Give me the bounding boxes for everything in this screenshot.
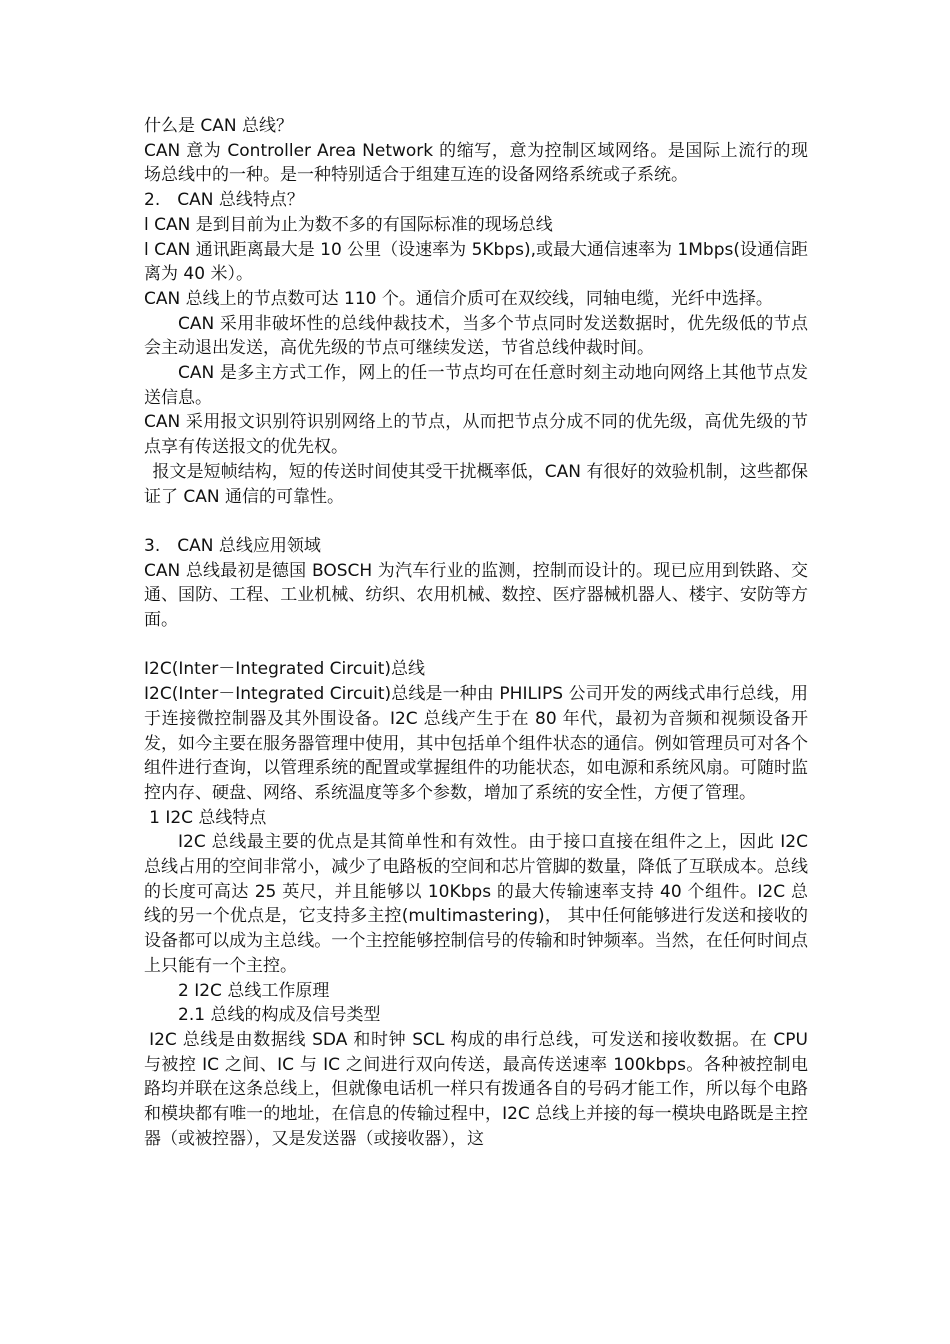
paragraph-can-standard: l CAN 是到目前为止为数不多的有国际标准的现场总线 <box>144 214 553 235</box>
paragraph-can-identifier: CAN 采用报文识别符识别网络上的节点，从而把节点分成不同的优先级，高优先级的节点享有传送报文的优先权。 <box>144 412 808 458</box>
heading-can-applications: 3. CAN 总线应用领域 <box>144 535 321 556</box>
paragraph-i2c-intro: I2C(Inter－Integrated Circuit)总线是一种由 PHILIPS 公司开发的两线式串行总线，用于连接微控制器及其外围设备。I2C 总线产生于在 80 年代，最初为音频和视频设备开发，如今主要在服务器管理中使用，其中包括单个组件状态的通信。例如管理员可对各个组件进行查询，以管理系统的配置或掌握组件的功能状态，如电源和系统风扇。可随时监控内存、硬盘、网络、系统温度等多个参数，增加了系统的安全性，方便了管理。 <box>144 684 808 803</box>
heading-i2c-principle: 2 I2C 总线工作原理 <box>178 980 330 1001</box>
paragraph-can-definition: CAN 意为 Controller Area Network 的缩写，意为控制区域网络。是国际上流行的现场总线中的一种。是一种特别适合于组建互连的设备网络系统或子系统。 <box>144 140 808 186</box>
heading-what-is-can: 什么是 CAN 总线？ <box>144 116 294 136</box>
heading-i2c-structure: 2.1 总线的构成及信号类型 <box>178 1005 381 1026</box>
blank-line <box>144 633 808 658</box>
heading-i2c-features: 1 I2C 总线特点 <box>149 807 267 828</box>
paragraph-i2c-features: I2C 总线最主要的优点是其简单性和有效性。由于接口直接在组件之上，因此 I2C 总线占用的空间非常小，减少了电路板的空间和芯片管脚的数量，降低了互联成本。总线的长度可高达 25 英尺，并且能够以 10Kbps 的最大传输速率支持 40 个组件。I2C 总线的另一个优点是，它支持多主控(multimastering)， 其中任何能够进行发送和接收的设备都可以成为主总线。一个主控能够控制信号的传输和时钟频率。当然，在任何时间点上只能有一个主控。 <box>144 832 808 976</box>
paragraph-can-distance: l CAN 通讯距离最大是 10 公里（设速率为 5Kbps),或最大通信速率为 1Mbps(设通信距离为 40 米）。 <box>144 239 808 285</box>
paragraph-i2c-structure: I2C 总线是由数据线 SDA 和时钟 SCL 构成的串行总线，可发送和接收数据。在 CPU 与被控 IC 之间、IC 与 IC 之间进行双向传送，最高传送速率 100kbps。各种被控制电路均并联在这条总线上，但就像电话机一样只有拨通各自的号码才能工作，所以每个电路和模块都有唯一的地址，在信息的传输过程中，I2C 总线上并接的每一模块电路既是主控器（或被控器），又是发送器（或接收器），这 <box>144 1029 808 1149</box>
document-body <box>144 114 808 1152</box>
paragraph-can-frame: 报文是短帧结构，短的传送时间使其受干扰概率低，CAN 有很好的效验机制，这些都保证了 CAN 通信的可靠性。 <box>144 461 808 507</box>
blank-line <box>144 509 808 534</box>
paragraph-can-multimaster: CAN 是多主方式工作，网上的任一节点均可在任意时刻主动地向网络上其他节点发送信息。 <box>144 363 808 408</box>
paragraph-can-arbitration: CAN 采用非破坏性的总线仲裁技术，当多个节点同时发送数据时，优先级低的节点会主动退出发送，高优先级的节点可继续发送，节省总线仲裁时间。 <box>144 313 808 359</box>
paragraph-can-nodes: CAN 总线上的节点数可达 110 个。通信介质可在双绞线，同轴电缆，光纤中选择。 <box>144 288 773 309</box>
heading-i2c: I2C(Inter－Integrated Circuit)总线 <box>144 659 426 680</box>
paragraph-can-applications: CAN 总线最初是德国 BOSCH 为汽车行业的监测，控制而设计的。现已应用到铁路、交通、国防、工程、工业机械、纺织、农用机械、数控、医疗器械机器人、楼宇、安防等方面。 <box>144 560 808 631</box>
heading-can-features: 2. CAN 总线特点？ <box>144 190 304 211</box>
